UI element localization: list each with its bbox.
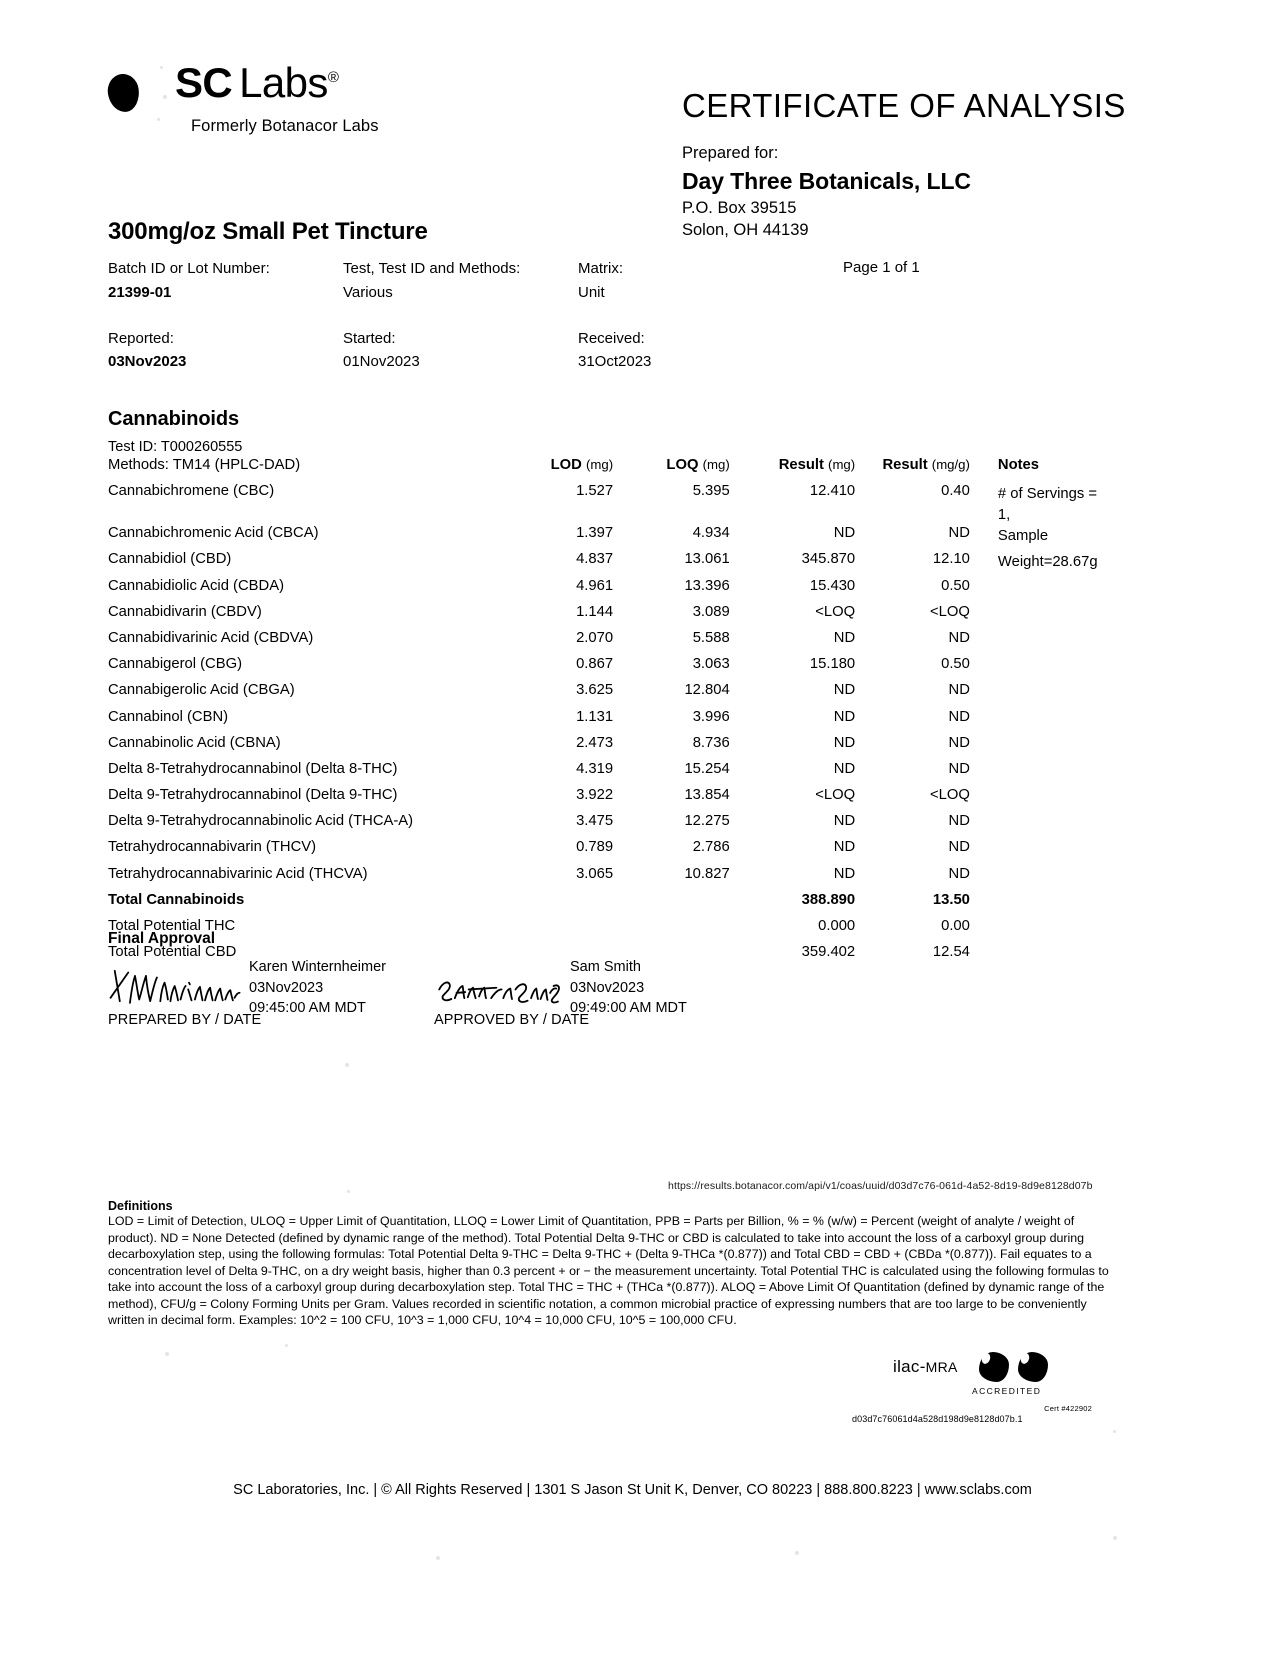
received-label: Received: <box>578 329 645 347</box>
ilac-text: ilac- <box>893 1357 926 1376</box>
analyte-result-mgg: 12.10 <box>932 551 970 568</box>
cannabinoids-table <box>108 458 1108 971</box>
client-name: Day Three Botanicals, LLC <box>682 168 971 194</box>
analyte-result-mgg: 0.00 <box>941 918 970 934</box>
analyte-result-mgg: 0.50 <box>941 577 970 594</box>
analyte-result-mgg: 12.54 <box>932 944 970 961</box>
table-row <box>108 579 1108 605</box>
table-row <box>108 788 1108 814</box>
cert-number: Cert #422902 <box>1044 1404 1092 1413</box>
analyte-loq: 12.275 <box>684 813 730 830</box>
ilac-accreditation-logo <box>893 1352 1048 1382</box>
analyte-lod: 0.789 <box>576 839 614 856</box>
analyte-name: Cannabichromene (CBC) <box>108 483 275 500</box>
signature-karen-winternheimer <box>108 963 243 1009</box>
analyte-loq: 5.588 <box>692 629 730 646</box>
approved-by-details <box>570 955 687 1019</box>
table-row <box>108 605 1108 631</box>
analyte-result-mg: ND <box>833 734 856 751</box>
notes-line: Sample <box>997 528 1049 545</box>
logo-word-labs: Labs <box>239 59 328 106</box>
analyte-lod: 4.319 <box>576 760 614 777</box>
analyte-result-mgg: ND <box>948 734 970 751</box>
metadata-label-row-1 <box>108 258 728 280</box>
methods-label: Methods: TM14 (HPLC-DAD) <box>108 457 301 473</box>
company-footer: SC Laboratories, Inc. | © All Rights Reserved | 1301 S Jason St Unit K, Denver, CO 80223 | 888.800.8223 | www.sclabs.com <box>233 1482 1032 1498</box>
sc-labs-logo <box>108 59 528 136</box>
analyte-notes <box>982 631 1108 657</box>
page-title: CERTIFICATE OF ANALYSIS <box>682 87 1126 124</box>
test-methods-value: Various <box>343 283 393 301</box>
result-mg-text: Result <box>778 457 824 473</box>
analyte-result-mg: 345.870 <box>801 551 856 568</box>
analyte-notes <box>982 867 1108 893</box>
table-row <box>108 762 1108 788</box>
analyte-name: Cannabidiol (CBD) <box>108 551 232 568</box>
analyte-result-mgg: ND <box>948 525 970 542</box>
page-number: Page 1 of 1 <box>843 259 920 276</box>
analyte-result-mg: 0.000 <box>818 918 856 934</box>
metadata-value-row-1 <box>108 282 728 304</box>
analyte-notes <box>982 526 1108 552</box>
analyte-notes <box>982 840 1108 866</box>
analyte-result-mgg: 0.40 <box>941 483 970 500</box>
column-header-notes: Notes <box>997 457 1040 473</box>
batch-label: Batch ID or Lot Number: <box>108 260 270 277</box>
prepared-by-caption: PREPARED BY / DATE <box>108 1012 262 1028</box>
registered-mark-icon: ® <box>327 69 339 86</box>
column-header-result-mgg <box>865 458 982 484</box>
analyte-result-mg: 388.890 <box>801 891 856 908</box>
analyte-lod <box>509 919 627 945</box>
analyte-lod: 1.397 <box>576 525 614 542</box>
final-approval-title: Final Approval <box>108 930 216 947</box>
signature-sam-smith <box>434 963 564 1009</box>
analyte-result-mgg: ND <box>948 629 970 646</box>
result-mg-unit: (mg) <box>828 457 856 472</box>
analyte-result-mg: <LOQ <box>815 787 856 804</box>
scan-speckle <box>1113 1536 1117 1540</box>
analyte-result-mg: ND <box>833 865 856 882</box>
analyte-loq: 3.996 <box>692 708 730 725</box>
matrix-label: Matrix: <box>578 260 623 277</box>
analyte-result-mgg: ND <box>948 708 970 725</box>
analyte-notes <box>982 945 1108 971</box>
analyte-result-mg: 12.410 <box>809 483 856 500</box>
analyte-loq: 13.061 <box>684 551 730 568</box>
scan-speckle <box>1113 1430 1116 1433</box>
metadata-value-row-2 <box>108 351 728 373</box>
analyte-loq: 8.736 <box>692 734 730 751</box>
analyte-loq: 15.254 <box>684 760 730 777</box>
approved-by-date: 03Nov2023 <box>570 979 645 996</box>
analyte-result-mg: 359.402 <box>801 944 856 961</box>
table-row <box>108 657 1108 683</box>
analyte-name: Tetrahydrocannabivarin (THCV) <box>108 839 317 856</box>
analyte-lod: 1.131 <box>576 708 614 725</box>
ilac-mark-icon <box>1018 1352 1048 1382</box>
table-row <box>108 736 1108 762</box>
table-header-row <box>108 458 1108 484</box>
analyte-result-mg: ND <box>833 839 856 856</box>
notes-line: # of Servings = 1, <box>997 486 1098 524</box>
lod-unit: (mg) <box>585 457 614 472</box>
table-row <box>108 552 1108 578</box>
table-row <box>108 526 1108 552</box>
started-label: Started: <box>343 329 396 347</box>
analyte-lod: 0.867 <box>576 656 614 673</box>
analyte-loq: 13.396 <box>684 577 730 594</box>
analyte-result-mgg: <LOQ <box>930 787 970 804</box>
analyte-loq: 4.934 <box>692 525 730 542</box>
analyte-lod: 3.475 <box>576 813 614 830</box>
analyte-name: Delta 8-Tetrahydrocannabinol (Delta 8-THC) <box>108 760 398 777</box>
column-header-result-mg <box>744 458 865 484</box>
analyte-name: Cannabinolic Acid (CBNA) <box>108 734 281 751</box>
analyte-lod: 4.961 <box>576 577 614 594</box>
analyte-notes <box>982 736 1108 762</box>
prepared-by-date: 03Nov2023 <box>249 979 324 996</box>
sample-metadata <box>108 258 728 375</box>
analyte-loq: 5.395 <box>692 483 730 500</box>
analyte-loq: 10.827 <box>684 865 730 882</box>
approved-by-name: Sam Smith <box>570 959 641 975</box>
approved-by-time: 09:49:00 AM MDT <box>570 1000 687 1017</box>
definitions-title: Definitions <box>108 1199 173 1213</box>
result-mgg-unit: (mg/g) <box>931 457 970 472</box>
analyte-loq <box>627 919 744 945</box>
analyte-loq: 12.804 <box>684 682 730 699</box>
analyte-loq: 3.063 <box>692 656 730 673</box>
table-row <box>108 814 1108 840</box>
table-row <box>108 484 1108 526</box>
logo-dot-icon <box>106 72 142 114</box>
logo-subtitle: Formerly Botanacor Labs <box>191 117 379 135</box>
column-header-loq <box>627 458 744 484</box>
table-row <box>108 683 1108 709</box>
analyte-result-mgg: ND <box>948 865 970 882</box>
analyte-result-mg: ND <box>833 629 856 646</box>
reported-label: Reported: <box>108 329 174 347</box>
matrix-value: Unit <box>578 283 605 301</box>
cannabinoids-table-body <box>108 484 1108 971</box>
accredited-label: ACCREDITED <box>972 1386 1042 1396</box>
analyte-result-mg: ND <box>833 682 856 699</box>
product-title: 300mg/oz Small Pet Tincture <box>108 218 428 245</box>
scan-speckle <box>347 1190 350 1193</box>
ilac-marks <box>970 1352 1048 1382</box>
scan-speckle <box>345 1063 349 1067</box>
analyte-notes <box>982 814 1108 840</box>
analyte-loq: 13.854 <box>684 787 730 804</box>
metadata-label-row-2 <box>108 328 728 350</box>
analyte-result-mgg: ND <box>948 813 970 830</box>
scan-speckle <box>436 1556 440 1560</box>
table-row <box>108 840 1108 866</box>
analyte-result-mg: ND <box>833 708 856 725</box>
received-value: 31Oct2023 <box>578 353 652 371</box>
loq-unit: (mg) <box>702 457 730 472</box>
loq-text: LOQ <box>666 457 699 473</box>
prepared-by-time: 09:45:00 AM MDT <box>249 1000 366 1017</box>
test-methods-label: Test, Test ID and Methods: <box>343 260 521 277</box>
cannabinoids-table-wrapper <box>108 458 1108 971</box>
result-mgg-text: Result <box>882 457 928 473</box>
analyte-result-mg: 15.180 <box>809 656 856 673</box>
cannabinoids-test-id: Test ID: T000260555 <box>108 439 243 455</box>
analyte-notes <box>982 893 1108 919</box>
analyte-name: Cannabidiolic Acid (CBDA) <box>108 577 284 594</box>
analyte-lod: 1.527 <box>576 483 614 500</box>
table-row <box>108 631 1108 657</box>
analyte-lod: 3.922 <box>576 787 614 804</box>
logo-wordmark <box>175 59 339 106</box>
scan-speckle <box>165 1352 169 1356</box>
analyte-result-mg: ND <box>833 760 856 777</box>
scan-speckle <box>795 1551 799 1555</box>
ilac-mra-text: MRA <box>925 1359 958 1375</box>
analyte-lod: 3.065 <box>576 865 614 882</box>
analyte-notes <box>982 710 1108 736</box>
analyte-notes <box>982 788 1108 814</box>
table-row <box>108 867 1108 893</box>
analyte-result-mgg: ND <box>948 760 970 777</box>
analyte-name: Tetrahydrocannabivarinic Acid (THCVA) <box>108 865 368 882</box>
prepared-by-block <box>108 955 386 1019</box>
analyte-lod: 1.144 <box>576 603 614 620</box>
started-value: 01Nov2023 <box>343 353 420 371</box>
analyte-notes <box>982 657 1108 683</box>
analyte-lod <box>509 893 627 919</box>
analyte-name: Cannabigerol (CBG) <box>108 656 243 673</box>
analyte-result-mgg: <LOQ <box>930 603 970 620</box>
analyte-result-mgg: ND <box>948 682 970 699</box>
lod-text: LOD <box>550 457 582 473</box>
analyte-notes <box>982 552 1108 578</box>
analyte-notes <box>982 683 1108 709</box>
analyte-result-mg: ND <box>833 525 856 542</box>
analyte-lod: 2.070 <box>576 629 614 646</box>
approved-by-block <box>434 955 687 1019</box>
logo-word-sc: SC <box>175 59 233 106</box>
analyte-result-mg: ND <box>833 813 856 830</box>
analyte-name: Cannabichromenic Acid (CBCA) <box>108 525 319 542</box>
analyte-lod: 2.473 <box>576 734 614 751</box>
analyte-name: Cannabinol (CBN) <box>108 708 229 725</box>
client-address-line1: P.O. Box 39515 <box>682 199 797 217</box>
prepared-for-label: Prepared for: <box>682 144 779 162</box>
prepared-by-details <box>249 955 386 1019</box>
analyte-loq <box>627 893 744 919</box>
analyte-result-mg: 15.430 <box>809 577 856 594</box>
analyte-notes <box>982 762 1108 788</box>
analyte-loq: 3.089 <box>692 603 730 620</box>
analyte-name: Delta 9-Tetrahydrocannabinolic Acid (THCA-A) <box>108 813 414 830</box>
analyte-notes <box>982 919 1108 945</box>
analyte-name: Total Potential CBD <box>108 944 237 961</box>
document-uuid: d03d7c76061d4a528d198d9e8128d07b.1 <box>852 1414 1023 1424</box>
column-header-lod <box>509 458 627 484</box>
client-address-line2: Solon, OH 44139 <box>682 221 809 239</box>
analyte-notes <box>982 605 1108 631</box>
analyte-result-mgg: ND <box>948 839 970 856</box>
notes-line: Weight=28.67g <box>997 554 1098 571</box>
analyte-name: Total Cannabinoids <box>108 891 245 908</box>
batch-value: 21399-01 <box>108 283 172 301</box>
table-row <box>108 710 1108 736</box>
analyte-loq: 2.786 <box>692 839 730 856</box>
analyte-name: Cannabidivarin (CBDV) <box>108 603 262 620</box>
analyte-result-mgg: 13.50 <box>932 891 970 908</box>
table-row <box>108 919 1108 945</box>
approved-by-caption: APPROVED BY / DATE <box>434 1012 590 1028</box>
analyte-name: Cannabidivarinic Acid (CBDVA) <box>108 629 314 646</box>
analyte-result-mg: <LOQ <box>815 603 856 620</box>
analyte-result-mgg: 0.50 <box>941 656 970 673</box>
analyte-lod: 3.625 <box>576 682 614 699</box>
analyte-name: Cannabigerolic Acid (CBGA) <box>108 682 295 699</box>
analyte-notes <box>982 484 1108 526</box>
ilac-mark-icon <box>979 1352 1009 1382</box>
definitions-body: LOD = Limit of Detection, ULOQ = Upper Limit of Quantitation, LLOQ = Lower Limit of Quantitation, PPB = Parts per Billion, % = % (w/w) = Percent (weight of analyte / weight of product). ND = None Detected (defined by dynamic range of the method). Total Potential Delta 9-THC or CBD is calculated to take into account the loss of a carboxyl group during decarboxylation step, using the following formulas: Total Potential Delta 9-THC = Delta 9-THC + (Delta 9-THCa *(0.877)) and Total CBD = CBD + (CBDa *(0.877)). Fail equates to a concentration level of Delta 9-THC, on a dry weight basis, higher than 0.3 percent + or − the measurement uncertainty. Total Potential THC is calculated using the following formulas to take into account the loss of a carboxyl group during decarboxylation step. Total THC = THC + (THCa *(0.877)). ALOQ = Above Limit Of Quantitation (defined by dynamic range of the method), CFU/g = Colony Forming Units per Gram. Values recorded in scientific notation, a common microbial practice of expressing numbers that are too large to be conveniently written in decimal form. Examples: 10^2 = 100 CFU, 10^3 = 1,000 CFU, 10^4 = 10,000 CFU, 10^5 = 100,000 CFU. <box>108 1214 1109 1327</box>
scan-speckle <box>285 1344 288 1347</box>
analyte-name: Total Potential THC <box>108 918 236 934</box>
analyte-notes <box>982 579 1108 605</box>
ilac-label <box>893 1357 958 1377</box>
cannabinoids-table-head <box>108 458 1108 484</box>
table-row-total <box>108 893 1108 919</box>
prepared-by-name: Karen Winternheimer <box>249 959 386 975</box>
result-url[interactable]: https://results.botanacor.com/api/v1/coas/uuid/d03d7c76-061d-4a52-8d19-8d9e8128d07b <box>668 1180 1093 1192</box>
cannabinoids-section-title: Cannabinoids <box>108 408 240 430</box>
analyte-name: Delta 9-Tetrahydrocannabinol (Delta 9-THC) <box>108 787 398 804</box>
metadata-spacer <box>108 306 728 328</box>
reported-value: 03Nov2023 <box>108 353 187 371</box>
analyte-lod: 4.837 <box>576 551 614 568</box>
